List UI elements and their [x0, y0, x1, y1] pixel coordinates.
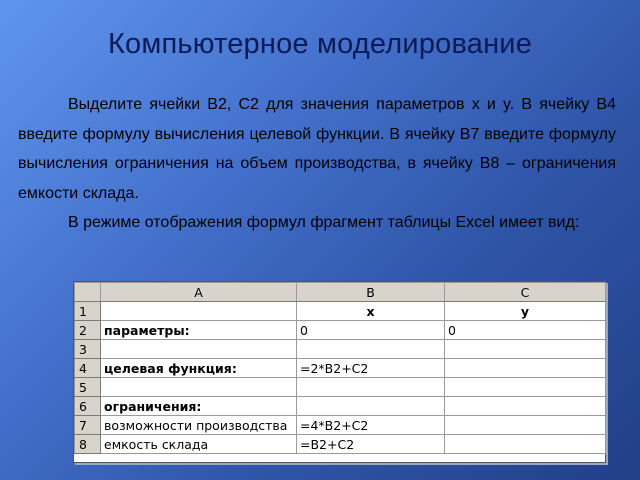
row-header[interactable]: 5 [75, 378, 101, 397]
cell-b7[interactable]: =4*B2+C2 [297, 416, 445, 435]
cell-c7[interactable] [445, 416, 606, 435]
cell-a2[interactable]: параметры: [101, 321, 297, 340]
row-header[interactable]: 7 [75, 416, 101, 435]
cell-a4[interactable]: целевая функция: [101, 359, 297, 378]
cell-a7[interactable]: возможности производства [101, 416, 297, 435]
row-header[interactable]: 2 [75, 321, 101, 340]
cell-b6[interactable] [297, 397, 445, 416]
select-all-corner[interactable] [75, 283, 101, 302]
cell-a8[interactable]: емкость склада [101, 435, 297, 454]
cell-a1[interactable] [101, 302, 297, 321]
cell-b5[interactable] [297, 378, 445, 397]
table-row [75, 435, 606, 454]
cell-c3[interactable] [445, 340, 606, 359]
cell-c4[interactable] [445, 359, 606, 378]
spreadsheet-fragment [73, 281, 606, 463]
cell-a6[interactable]: ограничения: [101, 397, 297, 416]
table-row [75, 378, 606, 397]
table-row [75, 321, 606, 340]
cell-b8[interactable]: =B2+C2 [297, 435, 445, 454]
table-row [75, 340, 606, 359]
table-row [75, 302, 606, 321]
cell-c6[interactable] [445, 397, 606, 416]
cell-b2[interactable]: 0 [297, 321, 445, 340]
cell-c5[interactable] [445, 378, 606, 397]
table-row [75, 397, 606, 416]
cell-b1[interactable]: x [297, 302, 445, 321]
column-header-row [75, 283, 606, 302]
cell-b4[interactable]: =2*B2+C2 [297, 359, 445, 378]
row-header[interactable]: 4 [75, 359, 101, 378]
instruction-paragraph: Выделите ячейки В2, С2 для значения параметров x и y. В ячейку В4 введите формулу вычисления целевой функции. В ячейку В7 введите формулу вычисления ограничения на объем производства, в ячейку В8 – ограничения емкости склада. [18, 96, 616, 202]
cell-c1[interactable]: y [445, 302, 606, 321]
row-header[interactable]: 8 [75, 435, 101, 454]
slide-body [18, 90, 616, 238]
row-header[interactable]: 3 [75, 340, 101, 359]
row-header[interactable]: 6 [75, 397, 101, 416]
spreadsheet-grid [74, 282, 606, 454]
slide-title: Компьютерное моделирование [107, 28, 533, 60]
caption-paragraph: В режиме отображения формул фрагмент таблицы Excel имеет вид: [68, 214, 580, 231]
cell-c2[interactable]: 0 [445, 321, 606, 340]
cell-a3[interactable] [101, 340, 297, 359]
cell-a5[interactable] [101, 378, 297, 397]
row-header[interactable]: 1 [75, 302, 101, 321]
column-header-b[interactable]: B [297, 283, 445, 302]
table-row [75, 416, 606, 435]
cell-b3[interactable] [297, 340, 445, 359]
column-header-a[interactable]: A [101, 283, 297, 302]
column-header-c[interactable]: C [445, 283, 606, 302]
cell-c8[interactable] [445, 435, 606, 454]
table-row [75, 359, 606, 378]
